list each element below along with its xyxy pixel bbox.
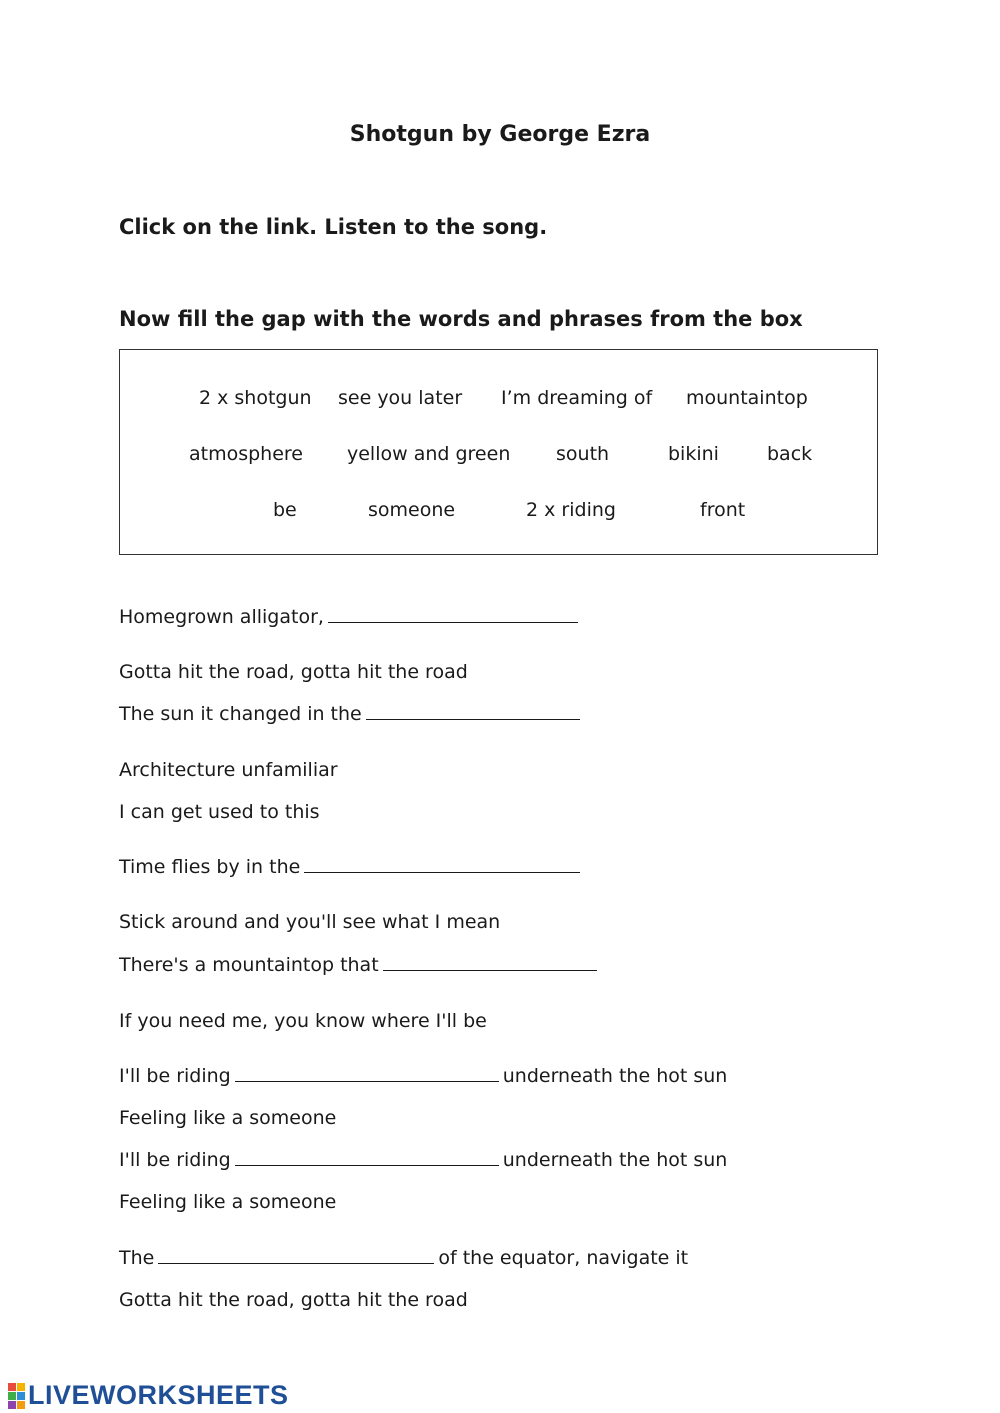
page-title: Shotgun by George Ezra: [349, 122, 651, 147]
lyric-text: I'll be riding: [119, 1149, 231, 1171]
lyric-text: I'll be riding: [119, 1065, 231, 1087]
word-box-item: yellow and green: [347, 443, 511, 465]
gap-input[interactable]: [235, 1149, 499, 1166]
word-box-item: mountaintop: [686, 387, 808, 409]
lyric-text: of the equator, navigate it: [438, 1247, 689, 1269]
lyric-line: [119, 856, 584, 878]
gap-input[interactable]: [366, 703, 580, 720]
lyric-line: [119, 1247, 688, 1269]
lyric-line: Gotta hit the road, gotta hit the road: [119, 1289, 468, 1311]
lyric-line: Stick around and you'll see what I mean: [119, 911, 501, 933]
lyric-line: Feeling like a someone: [119, 1191, 337, 1213]
lyric-line: [119, 703, 584, 725]
lyric-line: Feeling like a someone: [119, 1107, 337, 1129]
gap-input[interactable]: [235, 1065, 499, 1082]
word-box-item: 2 x riding: [526, 499, 616, 521]
lyric-line: Architecture unfamiliar: [119, 759, 338, 781]
word-box-item: be: [273, 499, 297, 521]
word-box-item: south: [556, 443, 610, 465]
word-box-item: I’m dreaming of: [501, 387, 653, 409]
word-box-item: 2 x shotgun: [199, 387, 312, 409]
lyric-text: Time flies by in the: [119, 856, 301, 878]
lyric-text: Homegrown alligator,: [119, 606, 324, 628]
gap-input[interactable]: [383, 954, 597, 971]
word-box-item: back: [767, 443, 813, 465]
instruction-listen: Click on the link. Listen to the song.: [119, 215, 548, 239]
instruction-fill: Now fill the gap with the words and phrases from the box: [119, 307, 803, 331]
word-box-item: atmosphere: [189, 443, 303, 465]
word-box-item: front: [700, 499, 746, 521]
lyric-line: [119, 954, 601, 976]
lyric-line: [119, 1065, 727, 1087]
lyric-text: underneath the hot sun: [502, 1065, 728, 1087]
lyric-line: I can get used to this: [119, 801, 320, 823]
lyric-line: [119, 606, 582, 628]
lyric-line: [119, 1149, 727, 1171]
lyric-text: The: [119, 1247, 155, 1269]
logo-squares-icon: [8, 1383, 25, 1409]
lyric-text: The sun it changed in the: [119, 703, 362, 725]
word-box-item: bikini: [668, 443, 719, 465]
brand-name: LIVEWORKSHEETS: [28, 1380, 289, 1410]
lyric-text: There's a mountaintop that: [119, 954, 379, 976]
gap-input[interactable]: [158, 1247, 434, 1264]
lyric-line: If you need me, you know where I'll be: [119, 1010, 487, 1032]
lyric-line: Gotta hit the road, gotta hit the road: [119, 661, 468, 683]
word-box-item: see you later: [338, 387, 463, 409]
liveworksheets-logo[interactable]: [8, 1380, 289, 1411]
gap-input[interactable]: [328, 606, 578, 623]
lyric-text: underneath the hot sun: [502, 1149, 728, 1171]
gap-input[interactable]: [304, 856, 580, 873]
word-box-item: someone: [368, 499, 456, 521]
